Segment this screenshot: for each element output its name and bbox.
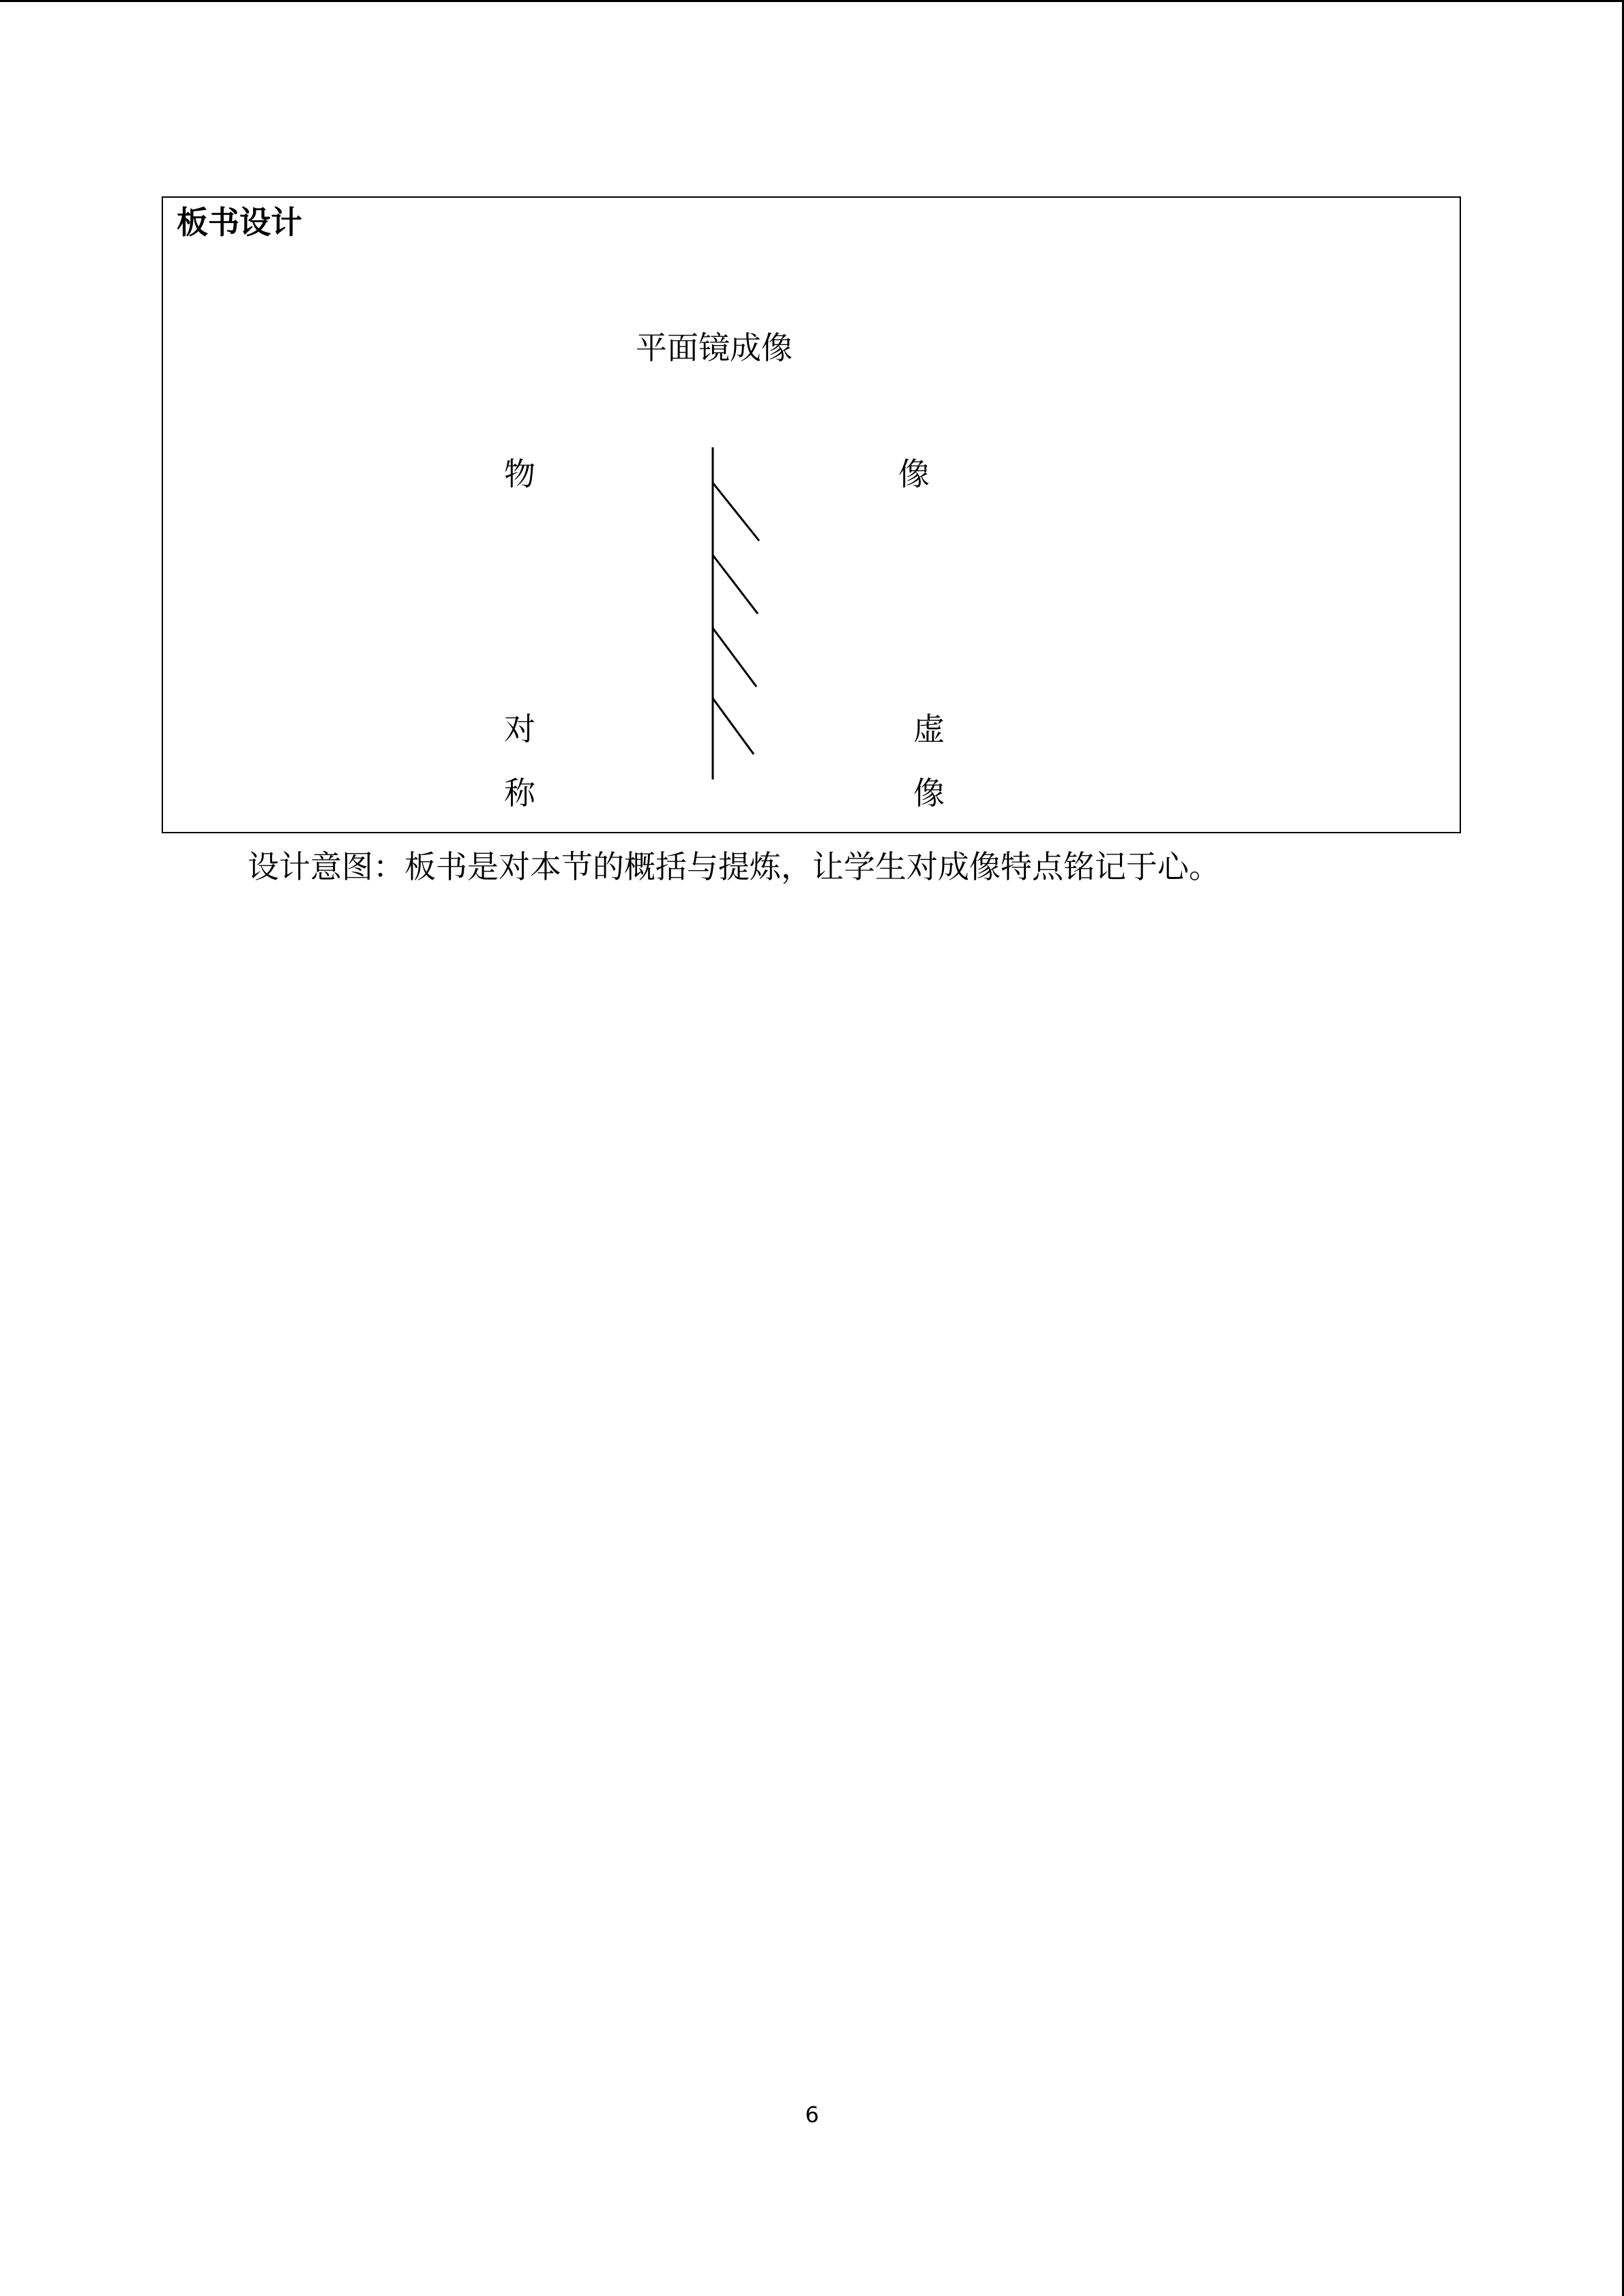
image-label: 像	[898, 456, 930, 492]
page-number: 6	[805, 2102, 819, 2128]
object-label: 物	[504, 456, 535, 492]
mirror-hatch-3	[713, 628, 756, 687]
section-title: 板书设计	[177, 204, 302, 241]
symmetric-label-1: 对	[504, 711, 535, 747]
mirror-hatch-1	[713, 483, 759, 541]
mirror-hatch-2	[713, 555, 758, 614]
virtual-image-label-2: 像	[913, 775, 945, 811]
board-heading: 平面镜成像	[636, 329, 793, 366]
virtual-image-label-1: 虚	[913, 711, 945, 747]
symmetric-label-2: 称	[504, 775, 535, 811]
page-border-top	[0, 0, 1624, 2]
design-intent-paragraph: 设计意图：板书是对本节的概括与提炼，让学生对成像特点铭记于心。	[248, 848, 1220, 885]
blackboard-design-box	[162, 196, 1461, 833]
plane-mirror-diagram	[163, 198, 1460, 832]
mirror-hatch-4	[713, 698, 754, 754]
